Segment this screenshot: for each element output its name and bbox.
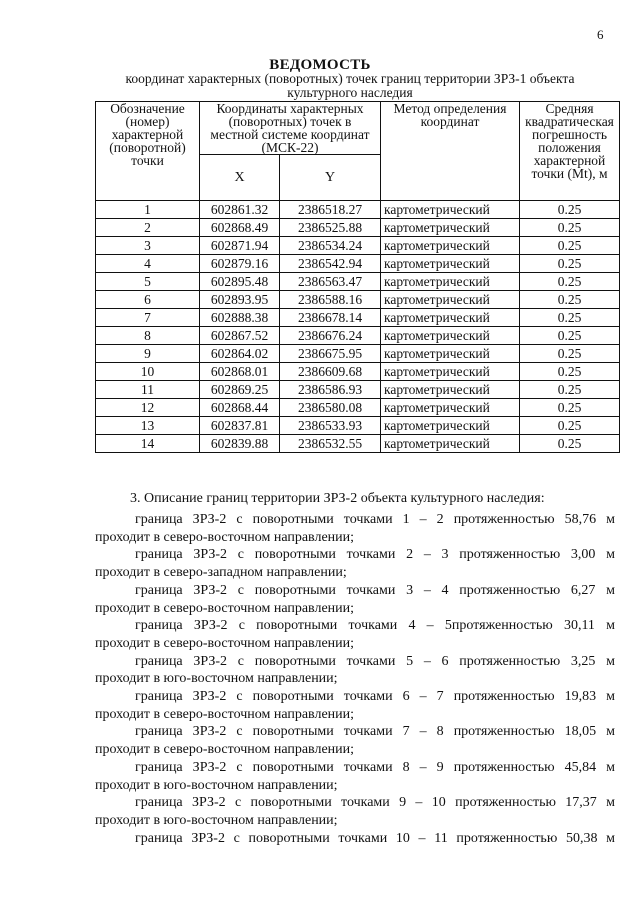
x-cell: 602893.95 — [200, 291, 280, 309]
description-line: проходит в северо-восточном направлении; — [95, 742, 355, 758]
y-cell: 2386525.88 — [280, 219, 381, 237]
method-cell: картометрический — [381, 435, 520, 453]
y-cell: 2386676.24 — [280, 327, 381, 345]
y-cell: 2386563.47 — [280, 273, 381, 291]
boundary-description — [95, 582, 615, 617]
error-cell: 0.25 — [520, 399, 620, 417]
point-number-cell: 12 — [96, 399, 200, 417]
description-line: проходит в юго-восточном направлении; — [95, 812, 338, 828]
x-cell: 602879.16 — [200, 255, 280, 273]
method-cell: картометрический — [381, 381, 520, 399]
header-method: Метод определения координат — [381, 102, 520, 201]
error-cell: 0.25 — [520, 435, 620, 453]
method-cell: картометрический — [381, 237, 520, 255]
y-cell: 2386534.24 — [280, 237, 381, 255]
error-cell: 0.25 — [520, 273, 620, 291]
table-row — [96, 381, 620, 399]
y-cell: 2386586.93 — [280, 381, 381, 399]
error-cell: 0.25 — [520, 237, 620, 255]
boundary-description — [95, 511, 615, 546]
table-row — [96, 273, 620, 291]
boundary-description — [95, 653, 615, 688]
error-cell: 0.25 — [520, 255, 620, 273]
header-x: X — [200, 155, 280, 201]
y-cell: 2386588.16 — [280, 291, 381, 309]
header-y: Y — [280, 155, 381, 201]
description-line: граница ЗРЗ-2 с поворотными точками 2 – 3 протяженностью 3,00 м — [135, 547, 615, 563]
y-cell: 2386675.95 — [280, 345, 381, 363]
description-line: проходит в северо-восточном направлении; — [95, 529, 355, 545]
x-cell: 602837.81 — [200, 417, 280, 435]
y-cell: 2386609.68 — [280, 363, 381, 381]
method-cell: картометрический — [381, 255, 520, 273]
coordinates-table — [95, 101, 620, 453]
page-number: 6 — [597, 27, 604, 42]
table-body — [96, 201, 620, 453]
boundary-description — [95, 794, 615, 829]
table-row — [96, 291, 620, 309]
table-row — [96, 327, 620, 345]
x-cell: 602871.94 — [200, 237, 280, 255]
error-cell: 0.25 — [520, 309, 620, 327]
table-row — [96, 435, 620, 453]
y-cell: 2386532.55 — [280, 435, 381, 453]
description-line: проходит в северо-восточном направлении; — [95, 706, 355, 722]
method-cell: картометрический — [381, 345, 520, 363]
description-line: проходит в юго-восточном направлении; — [95, 671, 338, 687]
method-cell: картометрический — [381, 417, 520, 435]
error-cell: 0.25 — [520, 327, 620, 345]
table-row — [96, 219, 620, 237]
x-cell: 602895.48 — [200, 273, 280, 291]
x-cell: 602864.02 — [200, 345, 280, 363]
document-subtitle: координат характерных (поворотных) точек границ территории ЗРЗ-1 объекта культурного наследия — [125, 71, 575, 100]
method-cell: картометрический — [381, 327, 520, 345]
description-line: проходит в юго-восточном направлении; — [95, 777, 338, 793]
y-cell: 2386580.08 — [280, 399, 381, 417]
method-cell: картометрический — [381, 363, 520, 381]
method-cell: картометрический — [381, 291, 520, 309]
table-row — [96, 201, 620, 219]
error-cell: 0.25 — [520, 219, 620, 237]
description-line: граница ЗРЗ-2 с поворотными точками 5 – 6 протяженностью 3,25 м — [135, 653, 615, 669]
boundary-description — [95, 759, 615, 794]
description-line: проходит в северо-восточном направлении; — [95, 600, 355, 616]
table-row — [96, 417, 620, 435]
description-line: граница ЗРЗ-2 с поворотными точками 6 – 7 протяженностью 19,83 м — [135, 689, 615, 704]
description-line: проходит в северо-восточном направлении; — [95, 635, 355, 651]
point-number-cell: 4 — [96, 255, 200, 273]
y-cell: 2386542.94 — [280, 255, 381, 273]
y-cell: 2386518.27 — [280, 201, 381, 219]
error-cell: 0.25 — [520, 363, 620, 381]
description-line: граница ЗРЗ-2 с поворотными точками 7 – 8 протяженностью 18,05 м — [135, 724, 615, 740]
y-cell: 2386533.93 — [280, 417, 381, 435]
header-coordinates: Координаты характерных (поворотных) точек в местной системе координат (МСК-22) — [200, 102, 381, 155]
description-line: граница ЗРЗ-2 с поворотными точками 10 – 11 протяженностью 50,38 м — [135, 830, 615, 846]
boundary-description — [95, 830, 615, 848]
point-number-cell: 2 — [96, 219, 200, 237]
table-row — [96, 399, 620, 417]
x-cell: 602888.38 — [200, 309, 280, 327]
header-point-number: Обозначение (номер) характерной (поворотной) точки — [96, 102, 200, 201]
description-line: граница ЗРЗ-2 с поворотными точками 9 – 10 протяженностью 17,37 м — [135, 795, 615, 811]
table-row — [96, 255, 620, 273]
point-number-cell: 9 — [96, 345, 200, 363]
point-number-cell: 7 — [96, 309, 200, 327]
x-cell: 602861.32 — [200, 201, 280, 219]
x-cell: 602839.88 — [200, 435, 280, 453]
method-cell: картометрический — [381, 273, 520, 291]
description-line: граница ЗРЗ-2 с поворотными точками 8 – 9 протяженностью 45,84 м — [135, 759, 615, 775]
method-cell: картометрический — [381, 309, 520, 327]
error-cell: 0.25 — [520, 291, 620, 309]
boundary-description — [95, 546, 615, 581]
header-error: Средняя квадратическая погрешность положения характерной точки (Mt), м — [520, 102, 620, 201]
point-number-cell: 13 — [96, 417, 200, 435]
table-row — [96, 345, 620, 363]
y-cell: 2386678.14 — [280, 309, 381, 327]
boundary-description — [95, 723, 615, 758]
boundary-description — [95, 617, 615, 652]
error-cell: 0.25 — [520, 417, 620, 435]
point-number-cell: 5 — [96, 273, 200, 291]
x-cell: 602869.25 — [200, 381, 280, 399]
point-number-cell: 10 — [96, 363, 200, 381]
table-row — [96, 237, 620, 255]
error-cell: 0.25 — [520, 345, 620, 363]
point-number-cell: 6 — [96, 291, 200, 309]
x-cell: 602868.01 — [200, 363, 280, 381]
table-row — [96, 363, 620, 381]
method-cell: картометрический — [381, 399, 520, 417]
error-cell: 0.25 — [520, 381, 620, 399]
description-line: граница ЗРЗ-2 с поворотными точками 3 – 4 протяженностью 6,27 м — [135, 582, 615, 598]
table-row — [96, 309, 620, 327]
point-number-cell: 14 — [96, 435, 200, 453]
description-line: проходит в северо-западном направлении; — [95, 565, 347, 581]
point-number-cell: 3 — [96, 237, 200, 255]
boundary-description — [95, 688, 615, 723]
error-cell: 0.25 — [520, 201, 620, 219]
x-cell: 602867.52 — [200, 327, 280, 345]
x-cell: 602868.44 — [200, 399, 280, 417]
description-line: граница ЗРЗ-2 с поворотными точками 4 – 5протяженностью 30,11 м — [135, 618, 615, 634]
method-cell: картометрический — [381, 219, 520, 237]
description-line: граница ЗРЗ-2 с поворотными точками 1 – 2 протяженностью 58,76 м — [135, 512, 615, 527]
section-heading: 3. Описание границ территории ЗРЗ-2 объекта культурного наследия: — [130, 491, 545, 506]
point-number-cell: 11 — [96, 381, 200, 399]
x-cell: 602868.49 — [200, 219, 280, 237]
method-cell: картометрический — [381, 201, 520, 219]
point-number-cell: 8 — [96, 327, 200, 345]
document-title: ВЕДОМОСТЬ — [269, 57, 371, 73]
point-number-cell: 1 — [96, 201, 200, 219]
